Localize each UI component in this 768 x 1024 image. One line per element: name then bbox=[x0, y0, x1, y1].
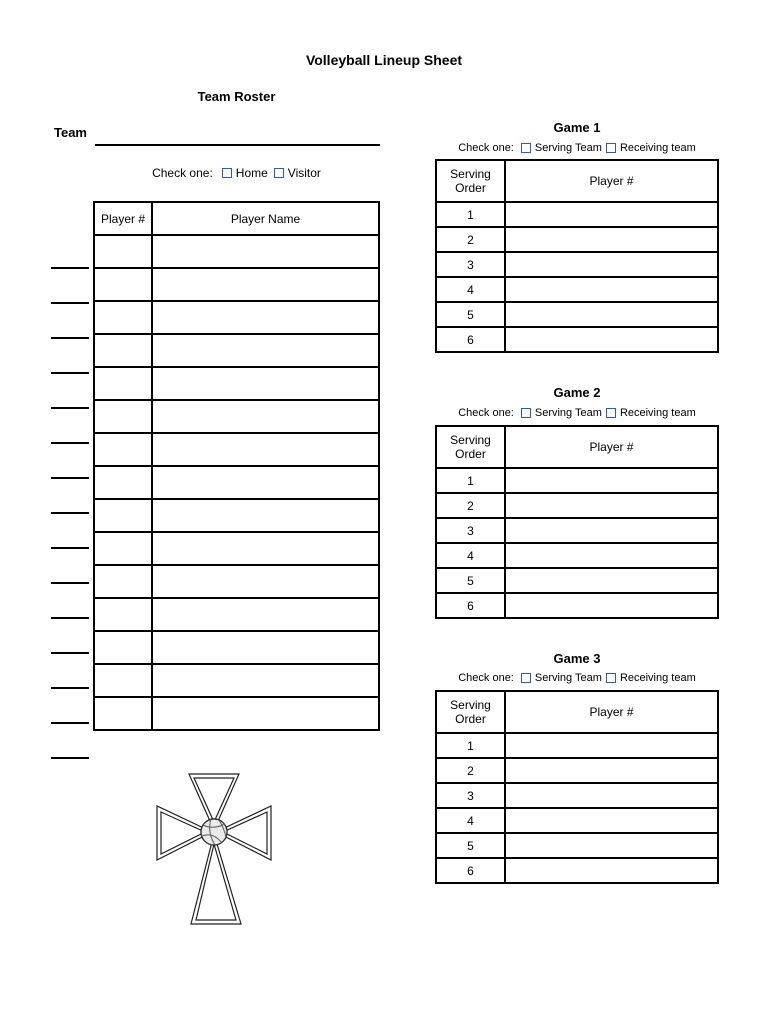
table-row bbox=[94, 631, 379, 664]
team-name-line[interactable] bbox=[95, 144, 380, 146]
player-name-cell[interactable] bbox=[152, 697, 379, 730]
page-title: Volleyball Lineup Sheet bbox=[305, 52, 463, 68]
home-label: Home bbox=[235, 166, 268, 180]
table-row bbox=[436, 858, 718, 883]
player-number-cell[interactable] bbox=[505, 733, 718, 758]
serving-order-cell: 1 bbox=[436, 202, 505, 227]
player-number-header: Player # bbox=[505, 691, 718, 733]
roster-mark-line[interactable] bbox=[51, 687, 89, 689]
receiving-team-label: Receiving team bbox=[619, 672, 696, 684]
roster-mark-line[interactable] bbox=[51, 267, 89, 269]
player-number-header: Player # bbox=[505, 426, 718, 468]
receiving-team-checkbox[interactable] bbox=[606, 673, 616, 683]
roster-mark-line[interactable] bbox=[51, 477, 89, 479]
receiving-team-checkbox[interactable] bbox=[606, 143, 616, 153]
player-name-cell[interactable] bbox=[152, 433, 379, 466]
player-number-cell[interactable] bbox=[94, 301, 152, 334]
serving-team-checkbox[interactable] bbox=[521, 673, 531, 683]
player-number-cell[interactable] bbox=[94, 268, 152, 301]
player-number-cell[interactable] bbox=[505, 833, 718, 858]
serving-order-cell: 5 bbox=[436, 568, 505, 593]
serving-order-header: Serving Order bbox=[436, 160, 505, 202]
roster-mark-line[interactable] bbox=[51, 302, 89, 304]
player-name-cell[interactable] bbox=[152, 301, 379, 334]
table-row bbox=[436, 202, 718, 227]
serving-order-cell: 3 bbox=[436, 783, 505, 808]
serving-team-checkbox[interactable] bbox=[521, 143, 531, 153]
table-row bbox=[94, 664, 379, 697]
player-number-cell[interactable] bbox=[94, 499, 152, 532]
table-row bbox=[436, 327, 718, 352]
roster-mark-line[interactable] bbox=[51, 757, 89, 759]
player-number-cell[interactable] bbox=[94, 466, 152, 499]
table-row bbox=[436, 543, 718, 568]
table-row bbox=[94, 367, 379, 400]
game-3-team-check bbox=[436, 672, 718, 684]
visitor-checkbox[interactable] bbox=[274, 168, 284, 178]
player-number-cell[interactable] bbox=[505, 758, 718, 783]
roster-title: Team Roster bbox=[197, 89, 276, 104]
cross-with-volleyball-icon bbox=[155, 772, 273, 926]
game-2-lineup-table bbox=[435, 425, 719, 619]
serving-order-cell: 1 bbox=[436, 733, 505, 758]
player-number-cell[interactable] bbox=[94, 235, 152, 268]
player-number-cell[interactable] bbox=[94, 433, 152, 466]
lineup-header-row bbox=[436, 426, 718, 468]
table-row bbox=[436, 783, 718, 808]
table-row bbox=[94, 334, 379, 367]
game-3-lineup-table bbox=[435, 690, 719, 884]
table-row bbox=[94, 268, 379, 301]
game-2-team-check bbox=[436, 407, 718, 419]
table-row bbox=[436, 518, 718, 543]
player-number-cell[interactable] bbox=[505, 327, 718, 352]
roster-mark-line[interactable] bbox=[51, 337, 89, 339]
roster-mark-line[interactable] bbox=[51, 407, 89, 409]
player-number-cell[interactable] bbox=[505, 302, 718, 327]
player-number-cell[interactable] bbox=[505, 518, 718, 543]
table-row bbox=[436, 227, 718, 252]
serving-order-cell: 6 bbox=[436, 327, 505, 352]
player-number-cell[interactable] bbox=[505, 858, 718, 883]
player-name-cell[interactable] bbox=[152, 367, 379, 400]
table-row bbox=[436, 733, 718, 758]
roster-header-row bbox=[94, 202, 379, 235]
table-row bbox=[94, 301, 379, 334]
player-name-header: Player Name bbox=[152, 202, 379, 235]
player-name-cell[interactable] bbox=[152, 466, 379, 499]
table-row bbox=[436, 808, 718, 833]
game-1-lineup-table bbox=[435, 159, 719, 353]
home-visitor-check bbox=[94, 166, 379, 180]
serving-order-cell: 4 bbox=[436, 543, 505, 568]
receiving-team-checkbox[interactable] bbox=[606, 408, 616, 418]
check-one-label: Check one: bbox=[458, 142, 514, 154]
home-checkbox[interactable] bbox=[222, 168, 232, 178]
serving-team-label: Serving Team bbox=[534, 142, 602, 154]
serving-order-cell: 3 bbox=[436, 518, 505, 543]
roster-mark-line[interactable] bbox=[51, 442, 89, 444]
serving-team-checkbox[interactable] bbox=[521, 408, 531, 418]
serving-order-cell: 6 bbox=[436, 858, 505, 883]
player-name-cell[interactable] bbox=[152, 235, 379, 268]
table-row bbox=[94, 532, 379, 565]
player-number-cell[interactable] bbox=[505, 202, 718, 227]
serving-order-cell: 3 bbox=[436, 252, 505, 277]
serving-order-cell: 4 bbox=[436, 808, 505, 833]
player-number-cell[interactable] bbox=[94, 367, 152, 400]
serving-order-cell: 1 bbox=[436, 468, 505, 493]
check-one-label: Check one: bbox=[458, 672, 514, 684]
team-label: Team bbox=[54, 125, 87, 140]
player-number-cell[interactable] bbox=[505, 808, 718, 833]
game-1-team-check bbox=[436, 142, 718, 154]
player-number-header: Player # bbox=[505, 160, 718, 202]
table-row bbox=[94, 433, 379, 466]
table-row bbox=[436, 302, 718, 327]
game-2-title: Game 2 bbox=[553, 385, 601, 400]
roster-mark-line[interactable] bbox=[51, 617, 89, 619]
serving-order-cell: 4 bbox=[436, 277, 505, 302]
serving-team-label: Serving Team bbox=[534, 672, 602, 684]
table-row bbox=[94, 499, 379, 532]
player-name-cell[interactable] bbox=[152, 631, 379, 664]
roster-mark-line[interactable] bbox=[51, 547, 89, 549]
player-name-cell[interactable] bbox=[152, 334, 379, 367]
player-number-cell[interactable] bbox=[505, 468, 718, 493]
serving-order-cell: 6 bbox=[436, 593, 505, 618]
roster-mark-line[interactable] bbox=[51, 722, 89, 724]
table-row bbox=[436, 758, 718, 783]
player-number-cell[interactable] bbox=[505, 593, 718, 618]
table-row bbox=[436, 493, 718, 518]
serving-order-cell: 5 bbox=[436, 833, 505, 858]
serving-order-cell: 2 bbox=[436, 493, 505, 518]
visitor-label: Visitor bbox=[287, 166, 321, 180]
player-name-cell[interactable] bbox=[152, 400, 379, 433]
player-number-cell[interactable] bbox=[94, 631, 152, 664]
player-number-cell[interactable] bbox=[505, 277, 718, 302]
player-name-cell[interactable] bbox=[152, 565, 379, 598]
player-name-cell[interactable] bbox=[152, 532, 379, 565]
table-row bbox=[94, 598, 379, 631]
player-number-cell[interactable] bbox=[505, 783, 718, 808]
player-name-cell[interactable] bbox=[152, 598, 379, 631]
player-number-cell[interactable] bbox=[505, 543, 718, 568]
player-number-cell[interactable] bbox=[94, 334, 152, 367]
player-name-cell[interactable] bbox=[152, 268, 379, 301]
receiving-team-label: Receiving team bbox=[619, 407, 696, 419]
table-row bbox=[436, 252, 718, 277]
check-one-label: Check one: bbox=[458, 407, 514, 419]
roster-mark-line[interactable] bbox=[51, 652, 89, 654]
player-name-cell[interactable] bbox=[152, 664, 379, 697]
table-row bbox=[94, 400, 379, 433]
table-row bbox=[94, 466, 379, 499]
table-row bbox=[436, 593, 718, 618]
table-row bbox=[436, 468, 718, 493]
player-number-cell[interactable] bbox=[94, 598, 152, 631]
lineup-header-row bbox=[436, 160, 718, 202]
serving-order-cell: 2 bbox=[436, 758, 505, 783]
table-row bbox=[94, 235, 379, 268]
table-row bbox=[436, 833, 718, 858]
player-number-cell[interactable] bbox=[505, 568, 718, 593]
serving-order-cell: 5 bbox=[436, 302, 505, 327]
player-number-cell[interactable] bbox=[505, 252, 718, 277]
table-row bbox=[94, 697, 379, 730]
player-name-cell[interactable] bbox=[152, 499, 379, 532]
game-3-title: Game 3 bbox=[553, 651, 601, 666]
player-number-cell[interactable] bbox=[94, 664, 152, 697]
serving-team-label: Serving Team bbox=[534, 407, 602, 419]
check-one-label: Check one: bbox=[152, 166, 213, 180]
player-number-cell[interactable] bbox=[505, 227, 718, 252]
roster-mark-line[interactable] bbox=[51, 372, 89, 374]
player-number-cell[interactable] bbox=[94, 532, 152, 565]
serving-order-header: Serving Order bbox=[436, 691, 505, 733]
roster-table bbox=[93, 201, 380, 731]
lineup-header-row bbox=[436, 691, 718, 733]
player-number-cell[interactable] bbox=[94, 697, 152, 730]
player-number-cell[interactable] bbox=[505, 493, 718, 518]
serving-order-header: Serving Order bbox=[436, 426, 505, 468]
table-row bbox=[436, 568, 718, 593]
player-number-header: Player # bbox=[94, 202, 152, 235]
receiving-team-label: Receiving team bbox=[619, 142, 696, 154]
player-number-cell[interactable] bbox=[94, 565, 152, 598]
table-row bbox=[436, 277, 718, 302]
player-number-cell[interactable] bbox=[94, 400, 152, 433]
serving-order-cell: 2 bbox=[436, 227, 505, 252]
game-1-title: Game 1 bbox=[553, 120, 601, 135]
roster-mark-line[interactable] bbox=[51, 512, 89, 514]
roster-mark-line[interactable] bbox=[51, 582, 89, 584]
table-row bbox=[94, 565, 379, 598]
